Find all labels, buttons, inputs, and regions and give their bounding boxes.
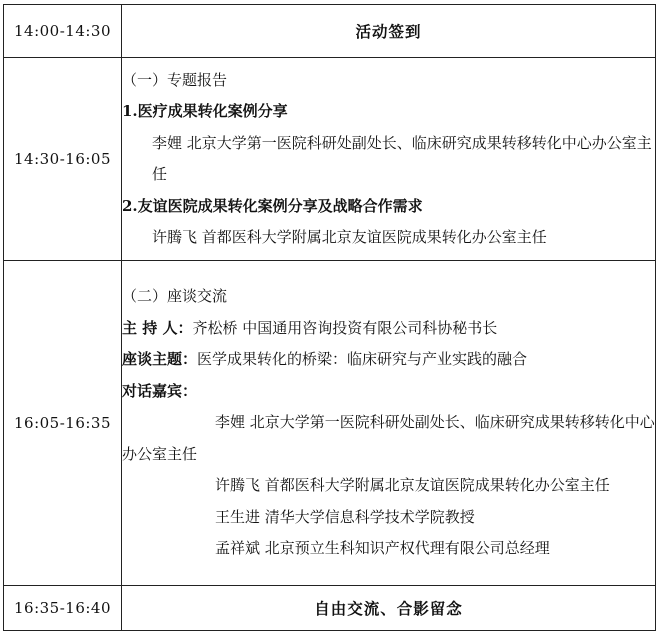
- topic-value: 医学成果转化的桥梁：临床研究与产业实践的融合: [197, 350, 528, 369]
- time-cell: 16:35-16:40: [4, 586, 122, 631]
- guests-label: 对话嘉宾：: [122, 381, 198, 400]
- table-row: [4, 261, 656, 586]
- activity-title: 活动签到: [122, 5, 656, 58]
- guest-entry: [122, 407, 655, 470]
- item-title: 2.友谊医院成果转化案例分享及战略合作需求: [122, 196, 423, 215]
- topic-line: [122, 344, 655, 376]
- host-value: 齐松桥 中国通用咨询投资有限公司科协秘书长: [192, 318, 498, 337]
- speaker-info: 李娌 北京大学第一医院科研处副处长、临床研究成果转移转化中心办公室主任: [152, 133, 652, 183]
- table-row: [4, 58, 656, 261]
- time-cell: 14:30-16:05: [4, 58, 122, 261]
- section-heading: （一）专题报告: [122, 70, 228, 89]
- host-label: 主 持 人：: [122, 318, 193, 337]
- activity-content: [122, 58, 656, 261]
- agenda-table: [3, 4, 656, 631]
- host-line: [122, 313, 655, 345]
- time-cell: 14:00-14:30: [4, 5, 122, 58]
- activity-title: 自由交流、合影留念: [122, 586, 656, 631]
- topic-label: 座谈主题：: [122, 350, 198, 369]
- guest-entry: 王生进 清华大学信息科学技术学院教授: [215, 507, 475, 526]
- time-cell: 16:05-16:35: [4, 261, 122, 586]
- table-row: [4, 5, 656, 58]
- table-row: [4, 586, 656, 631]
- speaker-info: 许腾飞 首都医科大学附属北京友谊医院成果转化办公室主任: [152, 228, 547, 246]
- guest-text: 许腾飞 首都医科大学附属北京友谊医院成果转化办公室主任: [215, 476, 610, 495]
- guest-entry: [122, 470, 655, 502]
- activity-content: [122, 261, 656, 586]
- guest-entry: 孟祥斌 北京预立生科知识产权代理有限公司总经理: [215, 539, 550, 558]
- guest-text: 李娌 北京大学第一医院科研处副处长、临床研究成果转移转化中心办公室主任: [122, 413, 655, 463]
- section-heading: （二）座谈交流: [122, 287, 228, 306]
- item-title: 1.医疗成果转化案例分享: [122, 102, 288, 120]
